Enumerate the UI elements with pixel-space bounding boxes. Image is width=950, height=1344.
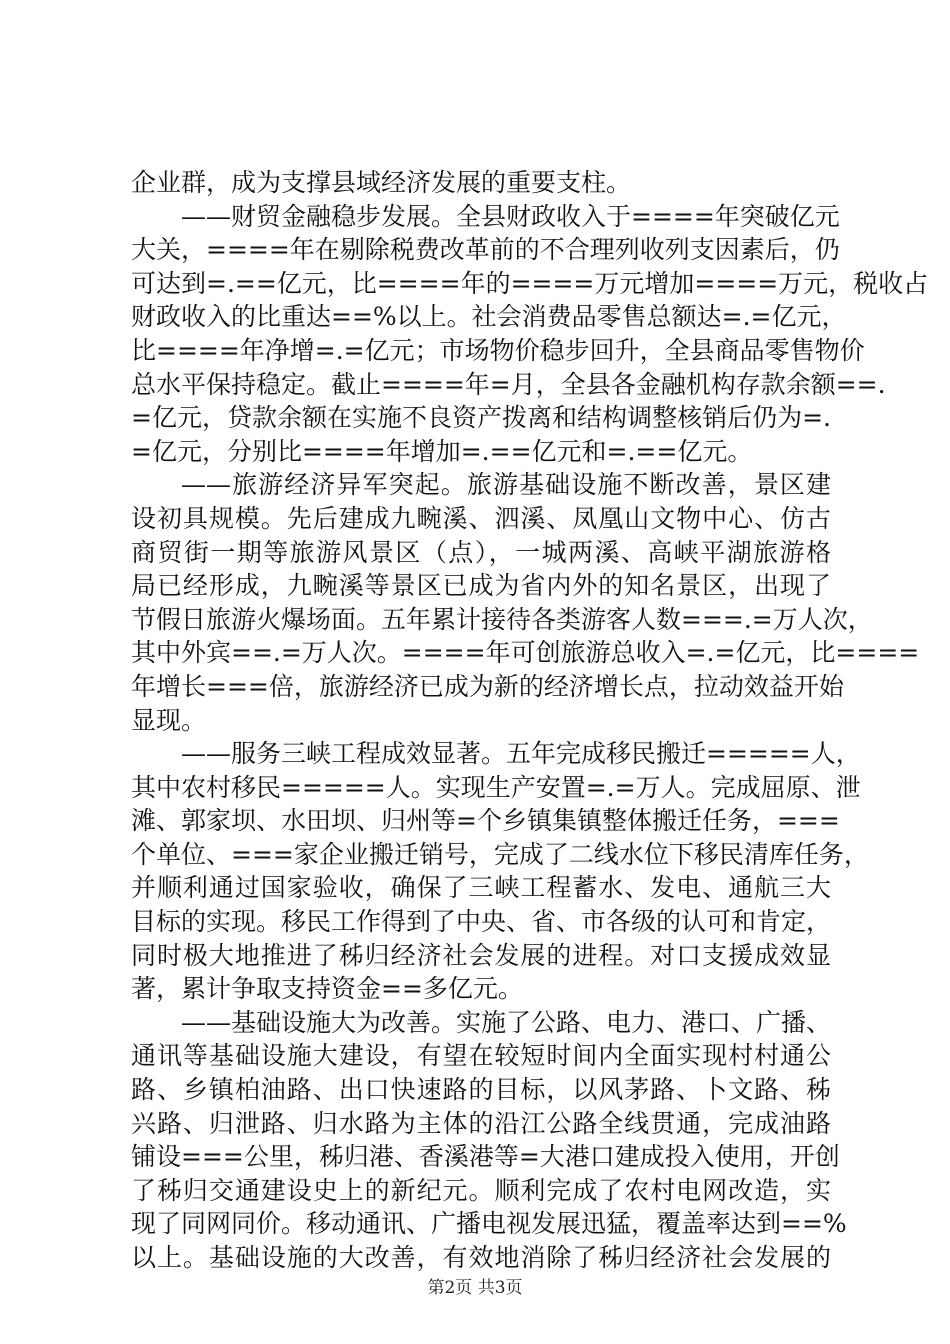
text-line: 总水平保持稳定。截止====年=月，全县各金融机构存款余额==. [131,369,886,399]
text-line: =亿元，分别比====年增加=.==亿元和=.==亿元。 [131,436,753,466]
text-line: 滩、郭家坝、水田坝、归州等=个乡镇集镇整体搬迁任务，=== [131,806,840,836]
text-line: ——基础设施大为改善。实施了公路、电力、港口、广播、 [181,1007,832,1037]
text-line: 可达到=.==亿元，比====年的====万元增加====万元，税收占 [131,268,929,298]
text-line: 个单位、===家企业搬迁销号，完成了二线水位下移民清库任务， [131,839,869,869]
text-line: 其中外宾==.=万人次。====年可创旅游总收入=.=亿元，比==== [131,638,920,668]
text-line: 通讯等基础设施大建设，有望在较短时间内全面实现村村通公 [131,1041,831,1071]
text-line: ——服务三峡工程成效显著。五年完成移民搬迁=====人， [181,739,861,769]
text-line: 并顺利通过国家验收，确保了三峡工程蓄水、发电、通航三大 [131,873,831,903]
text-line: 年增长===倍，旅游经济已成为新的经济增长点，拉动效益开始 [131,671,844,701]
text-line: 节假日旅游火爆场面。五年累计接待各类游客人数===.=万人次， [131,604,873,634]
text-line: 同时极大地推进了秭归经济社会发展的进程。对口支援成效显 [131,940,831,970]
text-line: 兴路、归泄路、归水路为主体的沿江公路全线贯通，完成油路 [131,1108,831,1138]
text-line: 设初具规模。先后建成九畹溪、泗溪、凤凰山文物中心、仿古 [131,503,831,533]
text-line: 商贸街一期等旅游风景区（点），一城两溪、高峡平湖旅游格 [131,537,831,567]
text-line: 企业群，成为支撑县域经济发展的重要支柱。 [131,168,632,197]
text-line: 铺设===公里，秭归港、香溪港等=大港口建成投入使用，开创 [131,1142,840,1172]
text-line: 了秭归交通建设史上的新纪元。顺利完成了农村电网改造，实 [131,1175,831,1205]
text-line: 比====年净增=.=亿元；市场物价稳步回升，全县商品零售物价 [131,335,865,365]
text-line: 目标的实现。移民工作得到了中央、省、市各级的认可和肯定， [131,907,832,937]
page-footer: 第2页 共3页 [427,1278,523,1298]
document-body [131,166,929,1275]
text-line: ——财贸金融稳步发展。全县财政收入于====年突破亿元 [181,201,840,231]
text-line: ——旅游经济异军突起。旅游基础设施不断改善，景区建 [181,470,831,500]
text-line: 现了同网同价。移动通讯、广播电视发展迅猛，覆盖率达到==% [131,1209,847,1239]
text-line: 其中农村移民=====人。实现生产安置=.=万人。完成屈原、泄 [131,772,861,802]
text-line: =亿元，贷款余额在实施不良资产拨离和结构调整核销后仍为=. [131,403,831,433]
text-line: 著，累计争取支持资金==多亿元。 [131,974,523,1004]
text-line: 显现。 [131,705,207,735]
text-line: 局已经形成，九畹溪等景区已成为省内外的知名景区，出现了 [131,571,831,601]
text-line: 路、乡镇柏油路、出口快速路的目标，以风茅路、卜文路、秭 [131,1075,831,1105]
text-line: 财政收入的比重达==%以上。社会消费品零售总额达=.=亿元， [131,302,847,332]
text-line: 以上。基础设施的大改善，有效地消除了秭归经济社会发展的 [131,1243,831,1272]
text-line: 大关，====年在剔除税费改革前的不合理列收列支因素后，仍 [131,235,840,265]
